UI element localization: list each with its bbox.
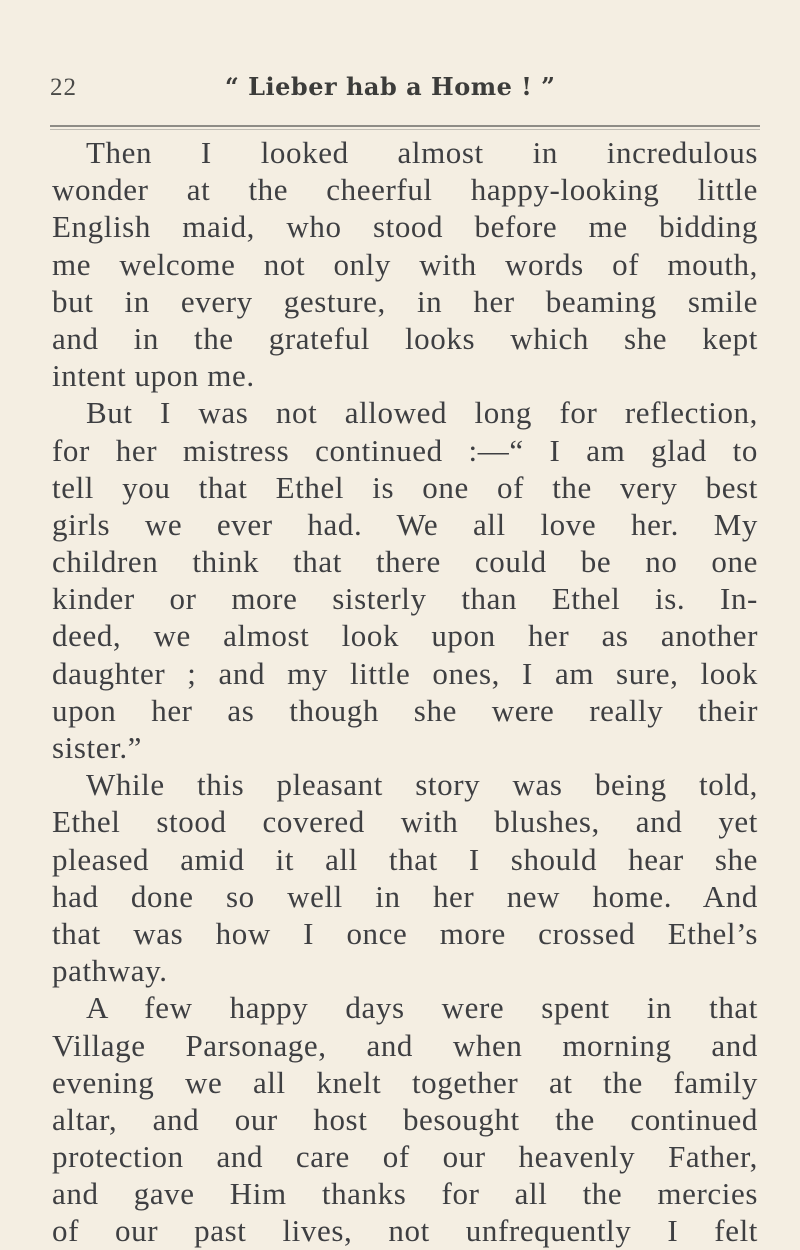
text-line: children think that there could be no one <box>52 544 758 580</box>
text-line: but in every gesture, in her beaming smile <box>52 283 758 319</box>
text-line: kinder or more sisterly than Ethel is. In- <box>52 581 758 617</box>
text-line: girls we ever had. We all love her. My <box>52 506 758 542</box>
text-line: But I was not allowed long for reflection, <box>86 395 758 431</box>
text-line: deed, we almost look upon her as another <box>52 618 758 654</box>
text-line: had done so well in her new home. And <box>52 878 758 914</box>
text-line: me welcome not only with words of mouth, <box>52 246 758 282</box>
text-line: daughter ; and my little ones, I am sure, look <box>52 655 758 691</box>
text-line: intent upon me. <box>52 358 255 394</box>
header-rule <box>50 125 760 127</box>
text-line: upon her as though she were really their <box>52 692 758 728</box>
page-header <box>50 74 760 114</box>
text-line: and gave Him thanks for all the mercies <box>52 1176 758 1212</box>
text-line: pleased amid it all that I should hear she <box>52 841 758 877</box>
text-line: pathway. <box>52 953 168 989</box>
text-line: of our past lives, not unfrequently I felt <box>52 1213 758 1249</box>
text-line: Then I looked almost in incredulous <box>86 135 758 170</box>
body-text <box>52 134 758 1250</box>
text-line: protection and care of our heavenly Father, <box>52 1139 758 1175</box>
text-line: English maid, who stood before me bidding <box>52 209 758 245</box>
running-head: “ Lieber hab a Home ! ” <box>225 72 556 101</box>
text-line: that was how I once more crossed Ethel’s <box>52 915 758 951</box>
text-line: While this pleasant story was being told, <box>86 767 758 803</box>
text-line: Ethel stood covered with blushes, and yet <box>52 804 758 840</box>
page-number: 22 <box>50 74 77 101</box>
text-line: wonder at the cheerful happy-looking little <box>52 172 758 208</box>
text-line: A few happy days were spent in that <box>86 990 758 1026</box>
text-line: Village Parsonage, and when morning and <box>52 1027 758 1063</box>
text-line: sister.” <box>52 730 143 765</box>
text-line: tell you that Ethel is one of the very best <box>52 469 758 505</box>
text-line: evening we all knelt together at the family <box>52 1064 758 1100</box>
header-rule-thin <box>50 129 760 130</box>
text-line: and in the grateful looks which she kept <box>52 320 758 356</box>
text-line: for her mistress continued :—“ I am glad to <box>52 432 758 468</box>
text-line: altar, and our host besought the continued <box>52 1101 758 1137</box>
